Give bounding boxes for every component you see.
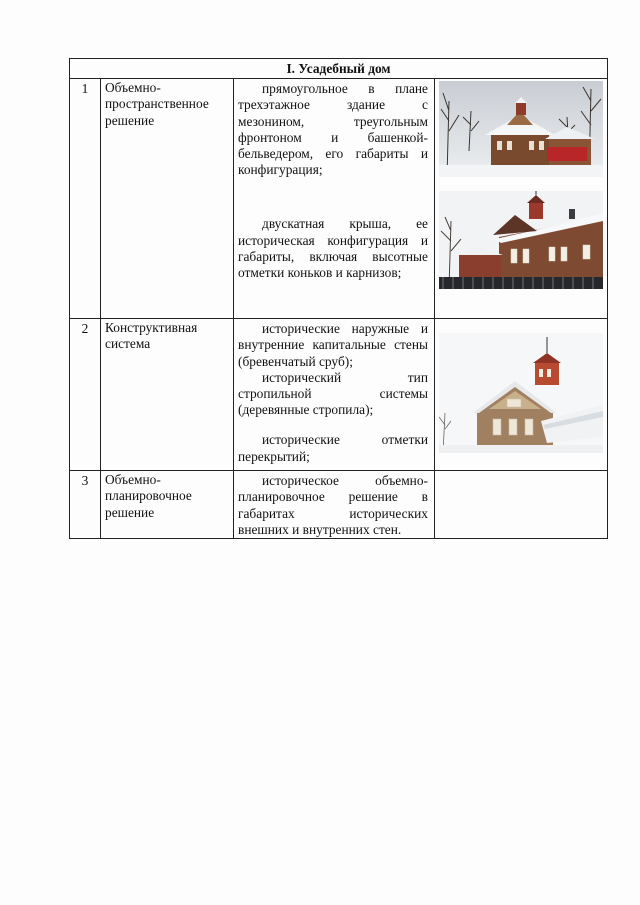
list-item: историческое объемно-планировочное решение в габаритах исторических внешних и внутренних стен. xyxy=(238,473,428,537)
photo-manor-roof-view xyxy=(439,191,603,289)
photo-cell xyxy=(435,319,608,471)
row-name: Конструктивная система xyxy=(101,319,234,471)
list-item: исторические отметки перекрытий; xyxy=(238,432,428,464)
list-item: исторические наружные и внутренние капитальные стены (бревенчатый сруб); xyxy=(238,321,428,369)
table-row xyxy=(70,79,608,319)
list-item: прямоугольное в плане трехэтажное здание с мезонином, треугольным фронтоном и башенкой-бельведером, его габариты и конфигурация; xyxy=(238,81,428,178)
list-item: двускатная крыша, ее историческая конфигурация и габариты, включая высотные отметки коньков и карнизов; xyxy=(238,216,428,281)
row-number: 3 xyxy=(70,471,101,539)
photo-manor-gable-view xyxy=(439,333,603,453)
list-item: исторический тип стропильной системы (деревянные стропила); xyxy=(238,369,428,418)
photo-manor-winter-view xyxy=(439,81,603,177)
row-name: Объемно-планировочное решение xyxy=(101,471,234,539)
section-header-row xyxy=(70,59,608,79)
table-row xyxy=(70,471,608,539)
table-row xyxy=(70,319,608,471)
row-number: 2 xyxy=(70,319,101,471)
row-name: Объемно-пространственное решение xyxy=(101,79,234,319)
row-number: 1 xyxy=(70,79,101,319)
section-title: I. Усадебный дом xyxy=(70,59,608,79)
row-description xyxy=(234,319,435,471)
row-description xyxy=(234,79,435,319)
monument-protection-table xyxy=(69,58,608,539)
photo-cell-empty xyxy=(435,471,608,539)
photo-cell xyxy=(435,79,608,319)
row-description xyxy=(234,471,435,539)
